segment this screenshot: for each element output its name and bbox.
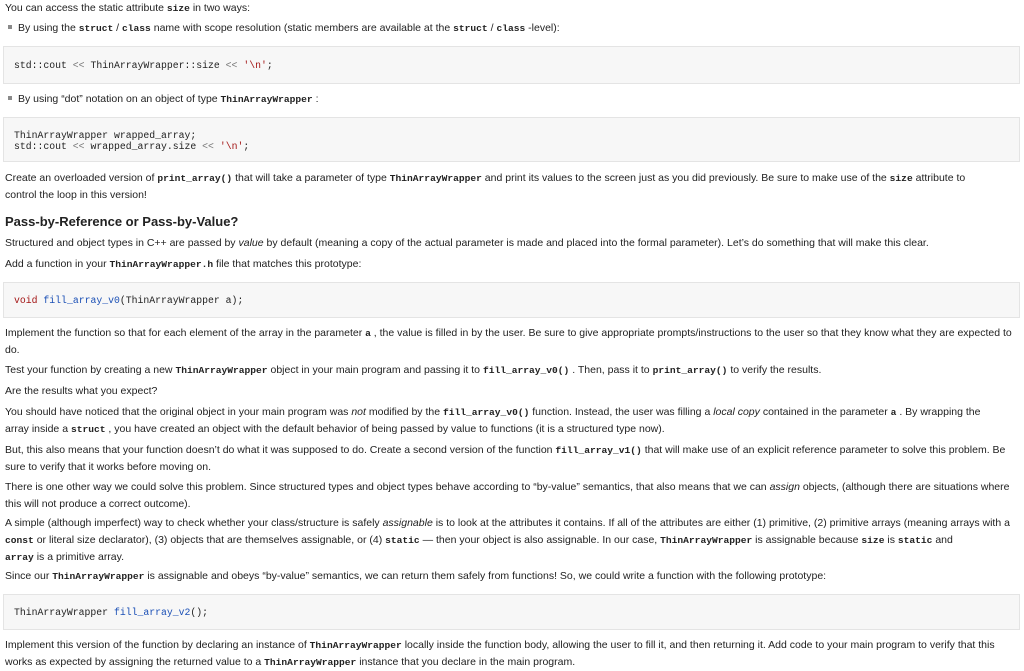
paragraph-implement: Implement the function so that for each element of the array in the parameter a , the value is filled in by the user. Be sure to give appropriate prompts/instructions to the user so that they know what they are expected to do. xyxy=(5,327,1012,356)
bullet-icon xyxy=(8,25,12,29)
paragraph-add-function: Add a function in your ThinArrayWrapper.h file that matches this prototype: xyxy=(5,258,362,270)
bullet-icon xyxy=(8,96,12,100)
bullet-item-scope: By using the struct / class name with scope resolution (static members are available at the struct / class -level): xyxy=(8,20,1008,37)
paragraph-print-array: Create an overloaded version of print_array() that will take a parameter of type ThinArrayWrapper and print its values to the screen just as you did previously. Be sure to make use of the size attribute to control the loop in this version! xyxy=(5,172,966,201)
paragraph-noticed: You should have noticed that the original object in your main program was not modified by the fill_array_v0() function. Instead, the user was filling a local copy contained in the parameter a . By wrapping the array inside a struct , you have created an object with the default behavior of being passed by value to functions (it is a structured type now). xyxy=(5,406,981,435)
section-heading: Pass-by-Reference or Pass-by-Value? xyxy=(5,214,239,229)
paragraph-pass-by-value: Structured and object types in C++ are passed by value by default (meaning a copy of the actual parameter is made and placed into the formal parameter). Let’s do something that will make this clear. xyxy=(5,237,929,249)
paragraph-reference: But, this also means that your function doesn’t do what it was supposed to do. Create a second version of the function fill_array_v1() that will make use of an explicit reference parameter to solve this problem. Be sure to verify that it works before moving on. xyxy=(5,444,1006,473)
paragraph-implement-v2: Implement this version of the function by declaring an instance of ThinArrayWrapper locally inside the function body, allowing the user to fill it, and then returning it. Add code to your main program to verify that this works as expected by assigning the returned value to a ThinArrayWrapper instance that you declare in the main program. xyxy=(5,639,995,668)
paragraph-test: Test your function by creating a new ThinArrayWrapper object in your main program and passing it to fill_array_v0() . Then, pass it to print_array() to verify the results. xyxy=(5,364,822,376)
paragraph-assignable: A simple (although imperfect) way to check whether your class/structure is safely assignable is to look at the attributes it contains. If all of the attributes are either (1) primitive, (2) primitive arrays (meaning arrays with a const or literal size declarator), (3) objects that are themselves assignable, or (4) static — then your object is also assignable. In our case, ThinArrayWrapper is assignable because size is static and array is a primitive array. xyxy=(5,517,1010,563)
code-block-scope: std::cout << ThinArrayWrapper::size << '\n'; xyxy=(3,46,1020,84)
intro-paragraph: You can access the static attribute size in two ways: xyxy=(5,2,251,14)
bullet-item-dot: By using “dot” notation on an object of type ThinArrayWrapper : xyxy=(8,91,1008,108)
code-block-dot: ThinArrayWrapper wrapped_array; std::cout << wrapped_array.size << '\n'; xyxy=(3,117,1020,162)
code-block-fill-v2: ThinArrayWrapper fill_array_v2(); xyxy=(3,594,1020,630)
paragraph-return: Since our ThinArrayWrapper is assignable and obeys “by-value” semantics, we can return them safely from functions! So, we could write a function with the following prototype: xyxy=(5,570,827,582)
paragraph-question: Are the results what you expect? xyxy=(5,385,158,397)
paragraph-assign: There is one other way we could solve this problem. Since structured types and object types behave according to “by-value” semantics, that also means that we can assign objects, (although there are situations where this will not produce a correct outcome). xyxy=(5,481,1010,510)
code-block-fill-v0: void fill_array_v0(ThinArrayWrapper a); xyxy=(3,282,1020,318)
inline-code: size xyxy=(166,3,190,14)
